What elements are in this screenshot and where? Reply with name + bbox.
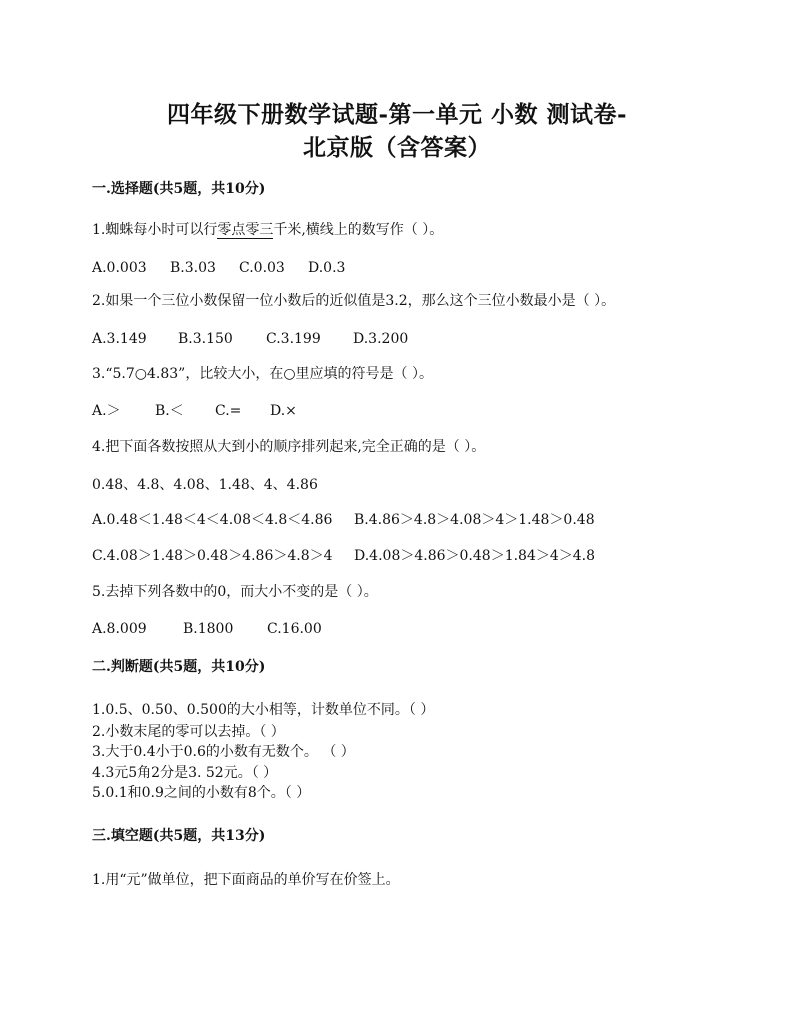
option-a: A.3.149 [92, 331, 147, 347]
question-2-options [92, 330, 408, 348]
option-d: D.0.3 [308, 260, 346, 276]
question-3-options [92, 402, 297, 420]
question-4-options-row2 [92, 547, 595, 565]
question-1-text-after: 千米,横线上的数写作（ ）。 [273, 222, 444, 238]
option-c: C.4.08＞1.48＞0.48＞4.86＞4.8＞4 [92, 548, 333, 564]
question-1-underlined-text: 零点零三 [217, 222, 274, 238]
option-d: D.3.200 [353, 331, 409, 347]
question-5-options [92, 620, 322, 638]
option-d: D.4.08＞4.86＞0.48＞1.84＞4＞4.8 [354, 548, 596, 564]
judgment-item-4: 4.3元5角2分是3. 52元。（ ） [92, 765, 278, 781]
option-b: B.＜ [155, 403, 184, 419]
question-4-numbers: 0.48、4.8、4.08、1.48、4、4.86 [92, 477, 318, 493]
option-b: B.3.03 [170, 260, 216, 276]
section-heading-choice: 一.选择题(共5题，共10分) [92, 181, 266, 197]
document-title-line2: 北京版（含答案） [303, 134, 491, 161]
document-title-line1: 四年级下册数学试题-第一单元 小数 测试卷- [166, 101, 628, 128]
option-d: D.× [270, 403, 297, 419]
option-a: A.0.48＜1.48＜4＜4.08＜4.8＜4.86 [92, 512, 333, 528]
option-a: A.8.009 [92, 621, 147, 637]
option-c: C.16.00 [267, 621, 322, 637]
judgment-item-1: 1.0.5、0.50、0.500的大小相等，计数单位不同。（ ） [92, 702, 435, 718]
section-heading-judgment: 二.判断题(共5题，共10分) [92, 659, 266, 675]
option-b: B.3.150 [178, 331, 233, 347]
option-b: B.4.86＞4.8＞4.08＞4＞1.48＞0.48 [354, 512, 595, 528]
fill-question-1: 1.用“元”做单位，把下面商品的单价写在价签上。 [92, 872, 400, 888]
judgment-item-2: 2.小数末尾的零可以去掉。（ ） [92, 724, 285, 740]
question-3: 3.“5.7○4.83”，比较大小，在○里应填的符号是（ ）。 [92, 366, 433, 382]
option-a: A.＞ [92, 403, 121, 419]
question-1-options [92, 259, 345, 277]
option-a: A.0.003 [92, 260, 147, 276]
question-1 [92, 221, 443, 239]
question-5: 5.去掉下列各数中的0，而大小不变的是（ ）。 [92, 584, 378, 600]
question-4: 4.把下面各数按照从大到小的顺序排列起来,完全正确的是（ ）。 [92, 439, 486, 455]
option-c: C.3.199 [266, 331, 321, 347]
option-c: C.= [215, 403, 242, 419]
question-4-options-row1 [92, 511, 595, 529]
option-b: B.1800 [183, 621, 234, 637]
judgment-item-5: 5.0.1和0.9之间的小数有8个。（ ） [92, 785, 311, 801]
judgment-item-3: 3.大于0.4小于0.6的小数有无数个。 （ ） [92, 744, 355, 760]
option-c: C.0.03 [239, 260, 285, 276]
question-2: 2.如果一个三位小数保留一位小数后的近似值是3.2，那么这个三位小数最小是（ ）。 [92, 293, 616, 309]
section-heading-fill-in: 三.填空题(共5题，共13分) [92, 828, 266, 844]
question-1-text-before: 1.蜘蛛每小时可以行 [92, 222, 218, 238]
